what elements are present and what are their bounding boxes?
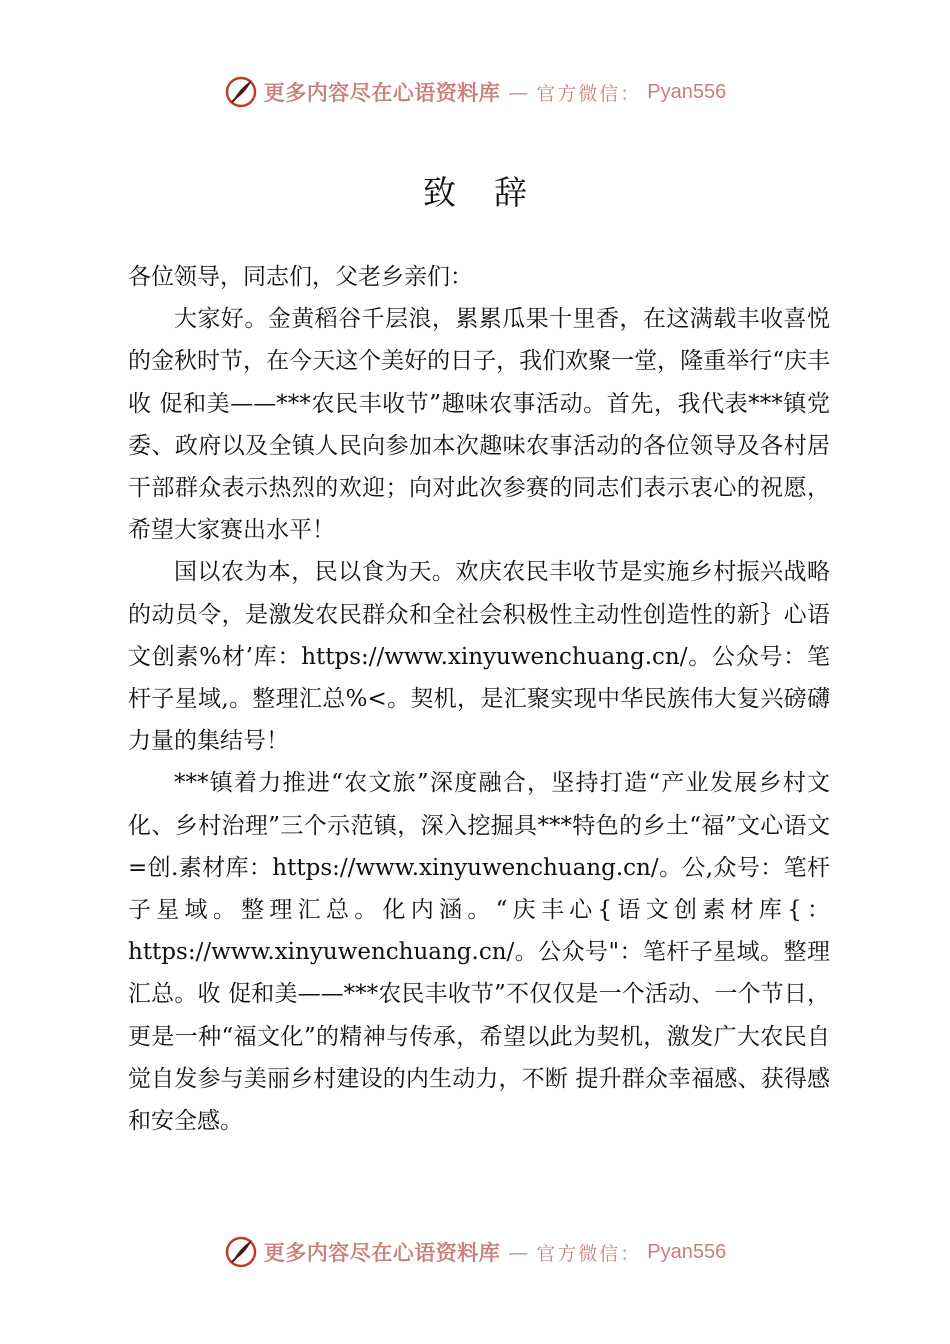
banner-official-label: 官方微信： [536, 82, 642, 105]
banner-dash: — [508, 80, 529, 104]
banner-brand-text: 更多内容尽在心语资料库 [263, 80, 501, 105]
document-body [128, 256, 830, 1142]
page-title: 致辞 [423, 173, 565, 212]
paragraph-3: ***镇着力推进“农文旅”深度融合，坚持打造“产业发展乡村文化、乡村治理”三个示范镇，深入挖掘具***特色的乡土“福”文心语文=创.素材库：https://www.xinyuwenchuang.cn/。公,众号：笔杆子星域。整理汇总。化内涵。“庆丰心{语文创素材库{：https://www.xinyuwenchuang.cn/。公众号"：笔杆子星域。整理汇总。收 促和美——***农民丰收节”不仅仅是一个活动、一个节日，更是一种“福文化”的精神与传承，希望以此为契机，激发广大农民自觉自发参与美丽乡村建设的内生动力，不断 提升群众幸福感、获得感和安全感。 [128, 770, 830, 1135]
footer-banner [0, 1232, 950, 1272]
footer-wechat-id: Pyan556 [647, 1240, 727, 1263]
paragraph-1: 大家好。金黄稻谷千层浪，累累瓜果十里香，在这满载丰收喜悦的金秋时节，在今天这个美好的日子，我们欢聚一堂，隆重举行“庆丰收 促和美——***农民丰收节”趣味农事活动。首先，我代表***镇党委、政府以及全镇人民向参加本次趣味农事活动的各位领导及各村居干部群众表示热烈的欢迎；向对此次参赛的同志们表示衷心的祝愿，希望大家赛出水平！ [128, 306, 830, 544]
salutation: 各位领导，同志们，父老乡亲们： [128, 264, 473, 290]
footer-brand-text: 更多内容尽在心语资料库 [263, 1240, 501, 1265]
paragraph-2: 国以农为本，民以食为天。欢庆农民丰收节是实施乡村振兴战略的动员令，是激发农民群众和全社会积极性主动性创造性的新｝心语文创素%材’库：https://www.xinyuwenchuang.cn/。公众号：笔杆子星域,。整理汇总%<。契机，是汇聚实现中华民族伟大复兴磅礴力量的集结号！ [128, 559, 830, 755]
banner-wechat-id: Pyan556 [647, 80, 727, 103]
footer-official-label: 官方微信： [536, 1242, 642, 1265]
header-banner [0, 72, 950, 112]
quill-logo-icon [224, 75, 258, 109]
footer-dash: — [508, 1240, 529, 1264]
quill-logo-icon [224, 1235, 258, 1269]
